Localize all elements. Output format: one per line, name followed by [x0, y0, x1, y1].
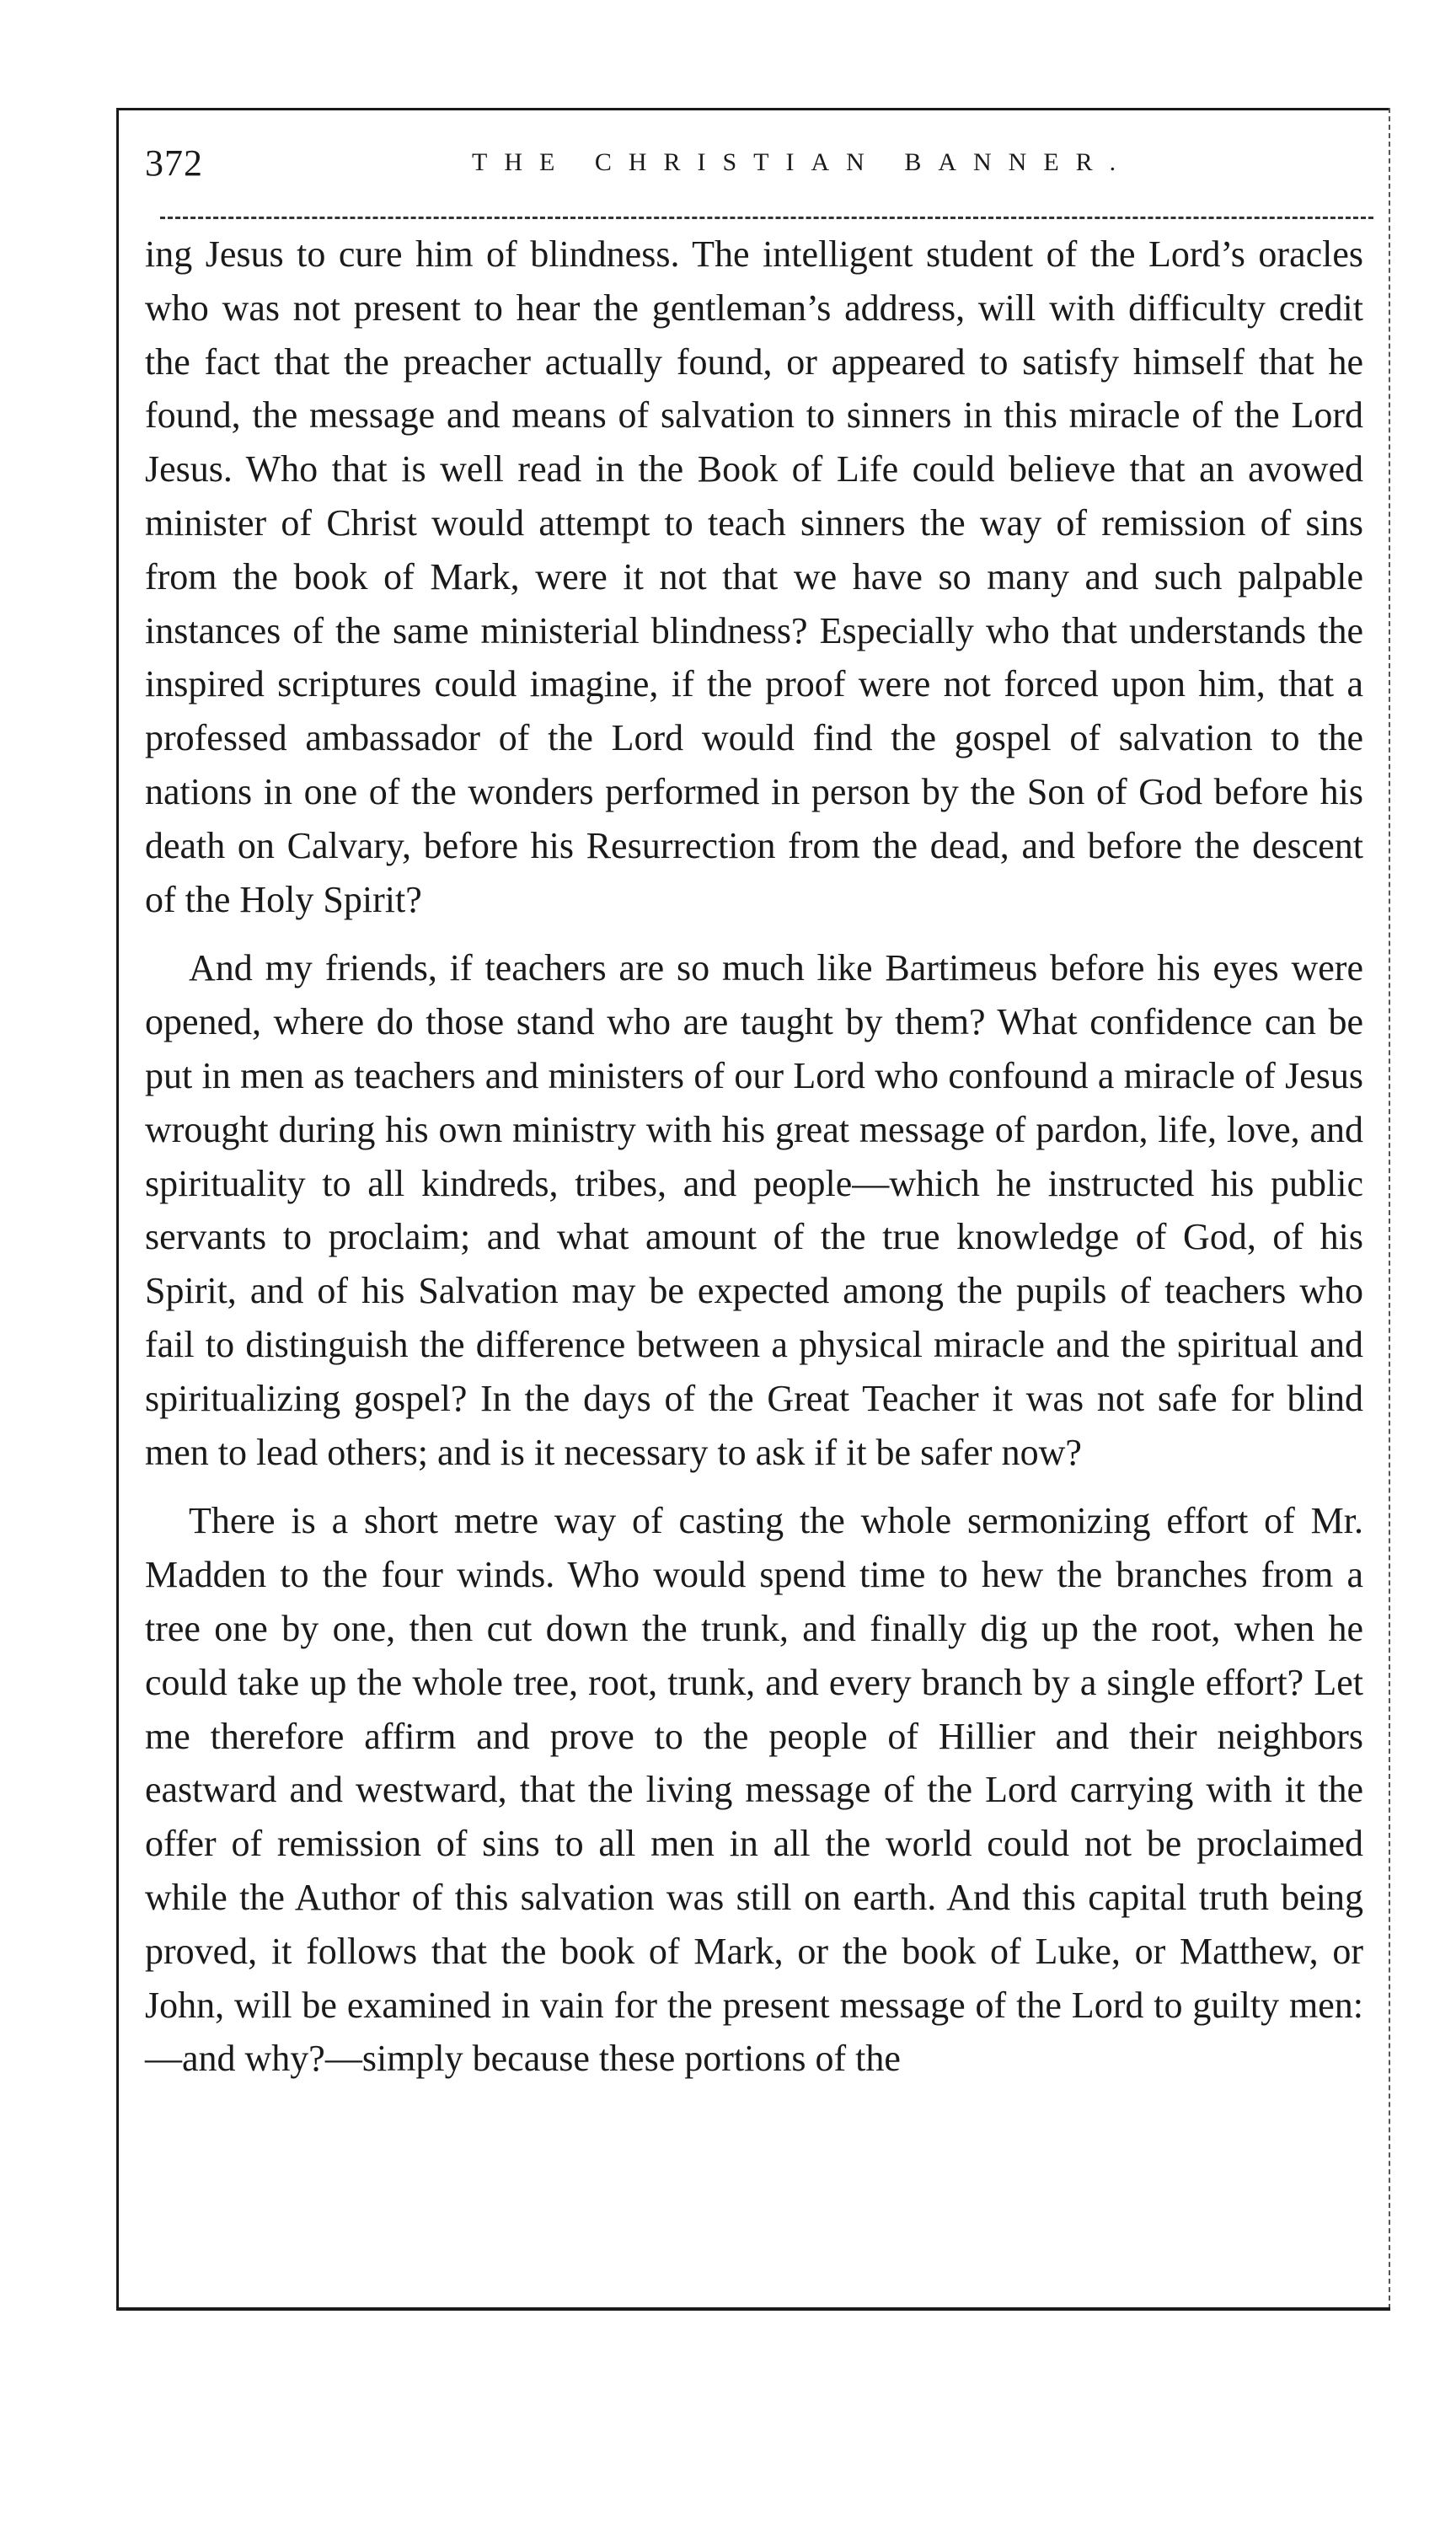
frame-left-rule	[116, 108, 119, 2309]
paragraph-1: ing Jesus to cure him of blindness. The intelligent student of the Lord’s oracles who was not present to hear the gentleman’s address, will with difficulty credit the fact that the preacher actually found, or appeared to satisfy himself that he found, the message and means of salvation to sinners in this miracle of the Lord Jesus. Who that is well read in the Book of Life could believe that an avowed minister of Christ would attempt to teach sinners the way of remission of sins from the book of Mark, were it not that we have so many and such palpable instances of the same ministerial blindness? Especially who that understands the inspired scriptures could imagine, if the proof were not forced upon him, that a professed ambassador of the Lord would find the gospel of salvation to the nations in one of the wonders performed in person by the Son of God before his death on Calvary, before his Resurrection from the dead, and before the descent of the Holy Spirit?	[145, 233, 1363, 920]
frame-bottom-rule	[116, 2307, 1390, 2311]
paragraph-3: There is a short metre way of casting the whole sermonizing effort of Mr. Madden to the four winds. Who would spend time to hew the branches from a tree one by one, then cut down the trunk, and finally dig up the root, when he could take up the whole tree, root, trunk, and every branch by a single effort? Let me therefore affirm and prove to the people of Hillier and their neighbors eastward and westward, that the living message of the Lord carrying with it the offer of remission of sins to all men in all the world could not be proclaimed while the Author of this salvation was still on earth. And this capital truth being proved, it follows that the book of Mark, or the book of Luke, or Matthew, or John, will be examined in vain for the present message of the Lord to guilty men:—and why?—simply because these portions of the	[145, 1500, 1363, 2080]
page-number: 372	[145, 142, 203, 184]
paragraph-2: And my friends, if teachers are so much like Bartimeus before his eyes were opened, where do those stand who are taught by them? What confidence can be put in men as teachers and ministers of our Lord who confound a miracle of Jesus wrought during his own ministry with his great message of pardon, life, love, and spirituality to all kindreds, tribes, and people—which he instructed his public servants to proclaim; and what amount of the true knowledge of God, of his Spirit, and of his Salvation may be expected among the pupils of teachers who fail to distinguish the difference between a physical miracle and the spiritual and spiritualizing gospel? In the days of the Great Teacher it was not safe for blind men to lead others; and is it necessary to ask if it be safer now?	[145, 947, 1363, 1473]
body-text	[145, 228, 1363, 2101]
header-divider	[160, 217, 1373, 219]
running-head: THE CHRISTIAN BANNER.	[472, 148, 1133, 176]
frame-right-rule	[1389, 108, 1390, 2309]
frame-top-rule	[116, 108, 1390, 110]
